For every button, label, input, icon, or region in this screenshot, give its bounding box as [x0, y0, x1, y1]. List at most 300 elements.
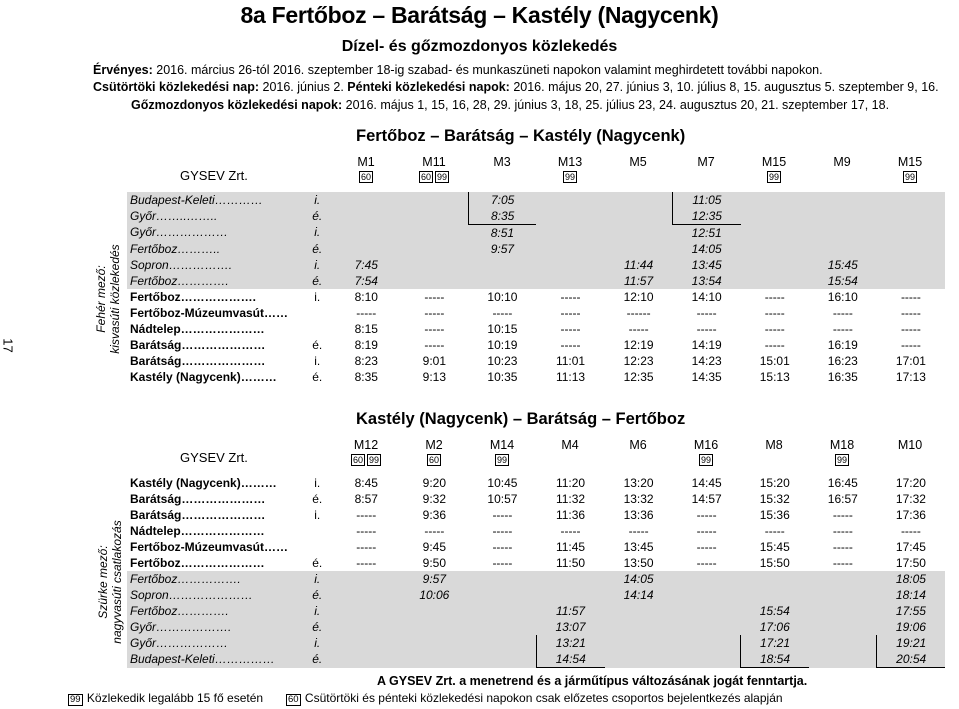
time-cell [605, 241, 673, 257]
time-cell [536, 273, 604, 289]
time-cell: 13:36 [623, 507, 654, 522]
time-cell [673, 603, 741, 619]
time-cell [468, 587, 536, 603]
time-cell: 9:50 [422, 555, 447, 570]
time-cell: 15:50 [759, 555, 790, 570]
train-header [332, 155, 400, 183]
train-number: M6 [629, 438, 647, 452]
time-cell: 8:35 [354, 369, 378, 384]
time-cell: 11:01 [555, 353, 586, 368]
time-cell: ----- [628, 523, 649, 538]
footnote-99: 99 Közlekedik legalább 15 fő esetén [70, 691, 264, 705]
time-cell [332, 192, 400, 208]
arrival-departure-marker [302, 305, 332, 321]
thursday-label: Csütörtöki közlekedési nap: [93, 80, 260, 94]
time-cell: 8:51 [468, 225, 536, 242]
time-cell: ----- [424, 289, 445, 304]
train-number: M16 [693, 438, 719, 452]
time-cell: 17:50 [895, 555, 926, 570]
train-badges [698, 452, 714, 466]
time-cell: 11:45 [555, 539, 586, 554]
station-name: Barátság………………… [130, 337, 266, 352]
time-cell [536, 225, 604, 242]
time-cell: ----- [764, 321, 785, 336]
table-row [127, 192, 945, 208]
time-cell [809, 192, 877, 208]
time-cell [332, 241, 400, 257]
time-cell: 14:57 [691, 491, 722, 506]
time-cell: 14:54 [536, 651, 604, 668]
time-cell: 16:45 [827, 475, 858, 490]
time-cell: 10:10 [487, 289, 518, 304]
time-cell: 14:35 [691, 369, 722, 384]
outbound-timetable [127, 192, 945, 385]
time-cell: 15:54 [809, 273, 877, 289]
train-number: M14 [489, 438, 515, 452]
time-cell [536, 241, 604, 257]
time-cell: ----- [560, 305, 581, 320]
table-row [127, 539, 945, 555]
time-cell: 15:01 [759, 353, 790, 368]
time-cell [809, 635, 877, 651]
arrival-departure-marker: é. [302, 273, 332, 289]
time-cell [468, 635, 536, 651]
train-number: M18 [829, 438, 855, 452]
time-cell [605, 225, 673, 242]
time-cell: 13:20 [623, 475, 654, 490]
time-cell [605, 192, 673, 208]
station-name: Fertőboz………………… [130, 555, 265, 570]
time-cell: ----- [696, 523, 717, 538]
badge-60-icon: 60 [360, 172, 371, 182]
time-cell [673, 619, 741, 635]
time-cell: 20:54 [877, 651, 945, 668]
station-name: Nádtelep………………… [130, 321, 265, 336]
table-row [127, 507, 945, 523]
table-row [127, 241, 945, 257]
time-cell: ----- [492, 507, 513, 522]
time-cell: 13:07 [536, 619, 604, 635]
time-cell [741, 257, 809, 273]
train-header [740, 438, 808, 452]
train-badges [902, 169, 918, 183]
station-name: Fertőboz-Múzeumvasút…… [130, 539, 289, 554]
time-cell [809, 603, 877, 619]
friday-label: Pénteki közlekedési napok: [347, 80, 510, 94]
time-cell: ----- [356, 523, 377, 538]
time-cell: 14:05 [673, 241, 741, 257]
station-name: Győr……………… [127, 635, 302, 651]
station-name: Barátság………………… [130, 507, 266, 522]
time-cell [400, 651, 468, 668]
arrival-departure-marker: é. [312, 491, 323, 506]
time-cell [400, 192, 468, 208]
time-cell: 15:20 [759, 475, 790, 490]
time-cell [332, 635, 400, 651]
table-row [127, 305, 945, 321]
page-title: 8a Fertőboz – Barátság – Kastély (Nagycenk) [240, 2, 719, 28]
time-cell: ----- [696, 555, 717, 570]
time-cell: 17:45 [895, 539, 926, 554]
time-cell: ----- [356, 555, 377, 570]
train-header [536, 438, 604, 452]
table-row [127, 225, 945, 242]
station-name: Fertőboz………………. [130, 289, 256, 304]
inbound-operator: GYSEV Zrt. [180, 450, 248, 465]
validity-label: Érvényes: [93, 63, 153, 77]
time-cell: 11:50 [555, 555, 586, 570]
badge-60-icon: 60 [428, 455, 439, 465]
time-cell [536, 587, 604, 603]
table-row [127, 571, 945, 587]
time-cell: 18:14 [877, 587, 945, 603]
steam-days-line [131, 98, 889, 112]
arrival-departure-marker: i. [302, 571, 332, 587]
thursday-text: 2016. június 2. [259, 80, 348, 94]
time-cell: 14:14 [605, 587, 673, 603]
outbound-operator: GYSEV Zrt. [180, 168, 248, 183]
time-cell: ----- [764, 523, 785, 538]
time-cell: ----- [424, 523, 445, 538]
time-cell: 10:45 [487, 475, 518, 490]
station-name: Fertőboz-Múzeumvasút…… [130, 305, 289, 320]
arrival-departure-marker: é. [312, 337, 323, 352]
station-name: Nádtelep………………… [130, 523, 265, 538]
time-cell [536, 257, 604, 273]
table-row [127, 321, 945, 337]
badge-60-icon: 60 [352, 455, 363, 465]
train-badges [834, 452, 850, 466]
time-cell [741, 241, 809, 257]
time-cell: 12:19 [623, 337, 654, 352]
train-number: M7 [697, 155, 715, 169]
time-cell: 17:06 [741, 619, 809, 635]
station-name: Kastély (Nagycenk)……… [130, 369, 277, 384]
arrival-departure-marker: é. [312, 369, 323, 384]
thursday-friday-line [93, 80, 939, 94]
time-cell: ----- [696, 305, 717, 320]
station-name: Fertőboz…………. [127, 273, 302, 289]
train-header [604, 438, 672, 452]
time-cell: ----- [424, 337, 445, 352]
arrival-departure-marker: é. [302, 241, 332, 257]
train-header [808, 155, 876, 169]
time-cell [809, 225, 877, 242]
time-cell: ----- [764, 305, 785, 320]
time-cell: 14:19 [691, 337, 722, 352]
time-cell: ----- [356, 305, 377, 320]
badge-99-icon: 99 [700, 455, 711, 465]
time-cell: 15:54 [741, 603, 809, 619]
time-cell [809, 571, 877, 587]
station-name: Győr……………… [127, 225, 302, 242]
time-cell [877, 257, 945, 273]
train-number: M3 [493, 155, 511, 169]
arrival-departure-marker: i. [314, 507, 321, 522]
time-cell: ----- [560, 523, 581, 538]
validity-text: 2016. március 26-tól 2016. szeptember 18-ig szabad- és munkaszüneti napokon valamint meghirdetett további napokon. [152, 63, 823, 77]
time-cell [400, 273, 468, 289]
train-badges [766, 169, 782, 183]
time-cell: ----- [492, 555, 513, 570]
time-cell [468, 651, 536, 668]
time-cell: ----- [900, 337, 921, 352]
train-badges [358, 169, 374, 183]
time-cell: ----- [628, 321, 649, 336]
time-cell: 8:23 [354, 353, 378, 368]
time-cell [877, 225, 945, 242]
table-row [127, 587, 945, 603]
time-cell [332, 571, 400, 587]
train-number: M15 [897, 155, 923, 169]
time-cell: 9:36 [422, 507, 447, 522]
time-cell [741, 273, 809, 289]
table-row [127, 289, 945, 305]
time-cell [605, 603, 673, 619]
time-cell: 10:57 [487, 491, 518, 506]
time-cell: 8:15 [354, 321, 378, 336]
time-cell: 11:32 [555, 491, 586, 506]
time-cell: 9:57 [468, 241, 536, 257]
time-cell: 15:36 [759, 507, 790, 522]
train-header [468, 438, 536, 466]
train-number: M2 [425, 438, 443, 452]
table-row [127, 491, 945, 507]
time-cell: 11:20 [555, 475, 586, 490]
station-name: Győr……..…….. [127, 208, 302, 225]
time-cell [877, 273, 945, 289]
time-cell: ----- [696, 507, 717, 522]
time-cell [468, 257, 536, 273]
time-cell [468, 603, 536, 619]
train-number: M8 [765, 438, 783, 452]
train-header [400, 155, 468, 183]
time-cell: 19:21 [877, 635, 945, 651]
time-cell: 16:57 [827, 491, 858, 506]
time-cell [400, 619, 468, 635]
time-cell: 9:20 [422, 475, 447, 490]
table-row [127, 555, 945, 571]
time-cell [741, 208, 809, 225]
train-badges [562, 169, 578, 183]
time-cell [468, 273, 536, 289]
steam-label: Gőzmozdonyos közlekedési napok: [131, 98, 343, 112]
time-cell: ----- [832, 539, 853, 554]
time-cell: 13:50 [623, 555, 654, 570]
badge-99-icon: 99 [437, 172, 448, 182]
train-header [740, 155, 808, 183]
time-cell: 10:15 [487, 321, 518, 336]
table-row [127, 257, 945, 273]
table-row [127, 603, 945, 619]
time-cell: 17:01 [895, 353, 926, 368]
time-cell: 11:05 [673, 192, 741, 208]
table-row [127, 208, 945, 225]
arrival-departure-marker: é. [302, 208, 332, 225]
time-cell: ----- [832, 321, 853, 336]
badge-99-icon: 99 [904, 172, 915, 182]
time-cell: ----- [832, 555, 853, 570]
time-cell [673, 587, 741, 603]
time-cell: 9:45 [422, 539, 447, 554]
time-cell: ----- [900, 305, 921, 320]
arrival-departure-marker: i. [302, 635, 332, 651]
time-cell: ----- [560, 321, 581, 336]
page-number: 17 [0, 338, 16, 353]
table-row [127, 619, 945, 635]
time-cell [468, 619, 536, 635]
time-cell: 13:45 [673, 257, 741, 273]
time-cell: 18:54 [741, 651, 809, 668]
time-cell: 16:19 [827, 337, 858, 352]
time-cell: 13:54 [673, 273, 741, 289]
time-cell: 10:35 [487, 369, 518, 384]
station-name: Kastély (Nagycenk)……… [130, 475, 277, 490]
badge-99-icon: 99 [496, 455, 507, 465]
train-number: M12 [353, 438, 379, 452]
time-cell [809, 651, 877, 668]
time-cell: ----- [560, 289, 581, 304]
train-header [604, 155, 672, 169]
time-cell [877, 192, 945, 208]
station-name: Budapest-Keleti………… [127, 192, 302, 208]
time-cell [673, 635, 741, 651]
time-cell [400, 225, 468, 242]
station-name: Sopron……………. [127, 257, 302, 273]
time-cell: 9:57 [400, 571, 468, 587]
arrival-departure-marker: i. [314, 289, 321, 304]
badge-99-icon: 99 [70, 694, 81, 705]
time-cell [332, 208, 400, 225]
table-row [127, 337, 945, 353]
time-cell: 17:32 [895, 491, 926, 506]
time-cell: ----- [900, 523, 921, 538]
time-cell [673, 651, 741, 668]
time-cell: ----- [492, 305, 513, 320]
time-cell: 8:35 [468, 208, 536, 225]
time-cell [605, 208, 673, 225]
inbound-title: Kastély (Nagycenk) – Barátság – Fertőboz [356, 410, 686, 428]
time-cell [400, 208, 468, 225]
arrival-departure-marker: é. [302, 619, 332, 635]
table-row [127, 369, 945, 385]
badge-99-icon: 99 [564, 172, 575, 182]
train-badges [426, 452, 442, 466]
time-cell: 14:23 [691, 353, 722, 368]
train-header [536, 155, 604, 183]
arrival-departure-marker: i. [302, 257, 332, 273]
train-number: M9 [833, 155, 851, 169]
train-header [876, 155, 944, 183]
time-cell: ----- [832, 305, 853, 320]
train-header [672, 438, 740, 466]
time-cell: 16:23 [827, 353, 858, 368]
arrival-departure-marker [302, 523, 332, 539]
station-name: Barátság………………… [130, 353, 266, 368]
arrival-departure-marker: é. [302, 587, 332, 603]
time-cell [809, 587, 877, 603]
time-cell: 17:55 [877, 603, 945, 619]
time-cell: ----- [560, 337, 581, 352]
time-cell: 9:13 [422, 369, 447, 384]
time-cell [536, 192, 604, 208]
station-name: Barátság………………… [130, 491, 266, 506]
train-header [876, 438, 944, 452]
time-cell: 13:32 [623, 491, 654, 506]
time-cell: 13:21 [536, 635, 604, 651]
inbound-side-label: Szürke mező: nagyvasúti csatlakozás [96, 520, 124, 644]
time-cell: ----- [424, 305, 445, 320]
time-cell: ----- [696, 321, 717, 336]
train-number: M13 [557, 155, 583, 169]
train-badges [418, 169, 450, 183]
time-cell: 15:45 [809, 257, 877, 273]
time-cell [400, 241, 468, 257]
badge-99-icon: 99 [768, 172, 779, 182]
time-cell: 15:32 [759, 491, 790, 506]
time-cell: ----- [356, 507, 377, 522]
table-row [127, 273, 945, 289]
table-row [127, 651, 945, 668]
train-number: M11 [422, 155, 446, 169]
modification-notice: A GYSEV Zrt. a menetrend és a járműtípus változásának jogát fenntartja. [377, 674, 808, 688]
time-cell: 15:45 [759, 539, 790, 554]
time-cell: 14:45 [691, 475, 722, 490]
inbound-timetable [127, 475, 945, 668]
time-cell: 14:05 [605, 571, 673, 587]
page-subtitle: Dízel- és gőzmozdonyos közlekedés [341, 38, 618, 55]
time-cell: 11:57 [536, 603, 604, 619]
time-cell: ----- [424, 321, 445, 336]
badge-99-icon: 99 [369, 455, 380, 465]
time-cell: 19:06 [877, 619, 945, 635]
train-number: M5 [629, 155, 647, 169]
arrival-departure-marker: i. [314, 353, 321, 368]
train-header [808, 438, 876, 466]
table-row [127, 475, 945, 491]
arrival-departure-marker: i. [302, 192, 332, 208]
time-cell: ----- [356, 539, 377, 554]
station-name: Győr………………. [127, 619, 302, 635]
time-cell: 12:23 [623, 353, 654, 368]
table-row [127, 635, 945, 651]
table-row [127, 523, 945, 539]
outbound-title: Fertőboz – Barátság – Kastély (Nagycenk) [356, 127, 686, 145]
time-cell: 17:20 [895, 475, 926, 490]
time-cell: 12:35 [673, 208, 741, 225]
time-cell: 10:23 [487, 353, 518, 368]
time-cell [400, 635, 468, 651]
time-cell: 16:10 [827, 289, 858, 304]
time-cell: ----- [492, 523, 513, 538]
time-cell [536, 571, 604, 587]
badge-60-icon: 60 [288, 694, 299, 705]
time-cell: 9:01 [422, 353, 447, 368]
time-cell: 10:19 [487, 337, 518, 352]
time-cell: ------ [626, 305, 651, 320]
time-cell: 7:45 [332, 257, 400, 273]
station-name: Sopron………………… [127, 587, 302, 603]
time-cell: ----- [832, 507, 853, 522]
train-number: M10 [897, 438, 923, 452]
time-cell: 17:36 [895, 507, 926, 522]
time-cell: 9:32 [422, 491, 447, 506]
time-cell [332, 619, 400, 635]
time-cell: ----- [764, 337, 785, 352]
time-cell: 7:05 [468, 192, 536, 208]
time-cell: 18:05 [877, 571, 945, 587]
arrival-departure-marker: é. [312, 555, 323, 570]
